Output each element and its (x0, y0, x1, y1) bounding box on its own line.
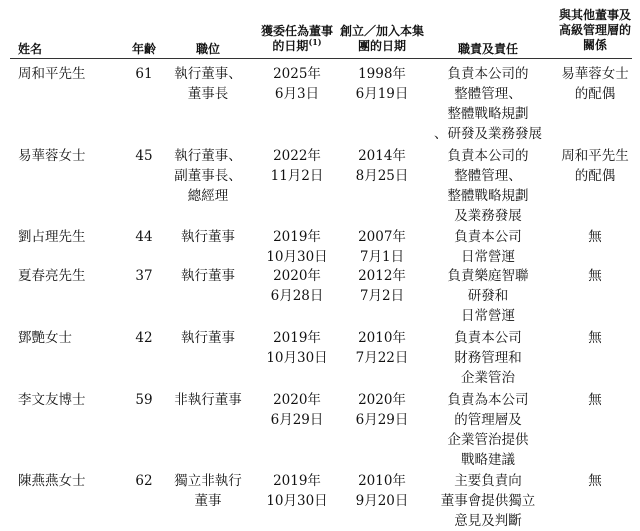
cell-responsibilities: 主要負責向 董事會提供獨立 意見及判斷 (440, 473, 536, 529)
header-position: 職位 (195, 42, 220, 56)
cell-appointed-date: 2025年 6月3日 (273, 66, 321, 102)
cell-appointed-date: 2019年 10月30日 (266, 473, 328, 509)
cell-appointed-date: 2020年 6月29日 (270, 392, 324, 428)
cell-age: 61 (135, 66, 153, 82)
cell-relationship: 無 (588, 330, 602, 346)
cell-appointed-date: 2019年 10月30日 (266, 229, 328, 265)
cell-responsibilities: 負責本公司 財務管理和 企業管治 (454, 330, 522, 386)
cell-name: 陳燕燕女士 (18, 473, 86, 489)
cell-responsibilities: 負責本公司的 整體管理、 整體戰略規劃 、研發及業務發展 (434, 66, 542, 142)
cell-name: 劉占理先生 (18, 229, 86, 245)
cell-relationship: 周和平先生 的配偶 (561, 148, 629, 184)
cell-responsibilities: 負責本公司的 整體管理、 整體戰略規劃 及業務發展 (447, 148, 529, 224)
cell-joined-date: 2010年 9月20日 (355, 473, 409, 509)
cell-name: 夏春亮先生 (18, 268, 86, 284)
cell-joined-date: 2007年 7月1日 (358, 229, 406, 265)
header-age: 年齡 (131, 42, 156, 56)
cell-relationship: 無 (588, 229, 602, 245)
cell-appointed-date: 2019年 10月30日 (266, 330, 328, 366)
header-joined-date: 創立／加入本集團的日期 (340, 24, 425, 53)
cell-age: 44 (135, 229, 153, 245)
cell-position: 執行董事、 董事長 (174, 66, 242, 102)
cell-position: 獨立非執行 董事 (174, 473, 242, 509)
cell-name: 李文友博士 (18, 392, 86, 408)
header-appointed-date (258, 24, 336, 54)
cell-position: 非執行董事 (174, 392, 242, 408)
cell-relationship: 無 (588, 473, 602, 489)
cell-joined-date: 1998年 6月19日 (355, 66, 409, 102)
cell-responsibilities: 負責樂庭智聯 研發和 日常營運 (447, 268, 529, 324)
cell-position: 執行董事、 副董事長、 總經理 (174, 148, 242, 204)
cell-position: 執行董事 (181, 268, 235, 284)
cell-age: 45 (135, 148, 153, 164)
cell-joined-date: 2014年 8月25日 (355, 148, 409, 184)
cell-age: 59 (135, 392, 153, 408)
cell-name: 鄧艷女士 (18, 330, 72, 346)
cell-joined-date: 2012年 7月2日 (358, 268, 406, 304)
cell-age: 62 (135, 473, 153, 489)
header-responsibilities: 職責及責任 (457, 42, 518, 56)
header-relationship: 與其他董事及高級管理層的關係 (558, 8, 631, 52)
cell-relationship: 無 (588, 392, 602, 408)
cell-appointed-date: 2022年 11月2日 (270, 148, 324, 184)
cell-relationship: 易華蓉女士 的配偶 (561, 66, 629, 102)
cell-position: 執行董事 (181, 330, 235, 346)
cell-age: 42 (135, 330, 153, 346)
header-name: 姓名 (18, 42, 43, 56)
header-appointed-text: 獲委任為董事的日期 (260, 24, 333, 53)
cell-appointed-date: 2020年 6月28日 (270, 268, 324, 304)
cell-age: 37 (135, 268, 153, 284)
header-rule (10, 58, 632, 59)
footnote-marker: (1) (308, 37, 322, 47)
cell-name: 周和平先生 (18, 66, 86, 82)
cell-position: 執行董事 (181, 229, 235, 245)
cell-joined-date: 2010年 7月22日 (355, 330, 409, 366)
cell-responsibilities: 負責為本公司 的管理層及 企業管治提供 戰略建議 (447, 392, 529, 468)
cell-joined-date: 2020年 6月29日 (355, 392, 409, 428)
cell-relationship: 無 (588, 268, 602, 284)
cell-name: 易華蓉女士 (18, 148, 86, 164)
cell-responsibilities: 負責本公司 日常營運 (454, 229, 522, 265)
